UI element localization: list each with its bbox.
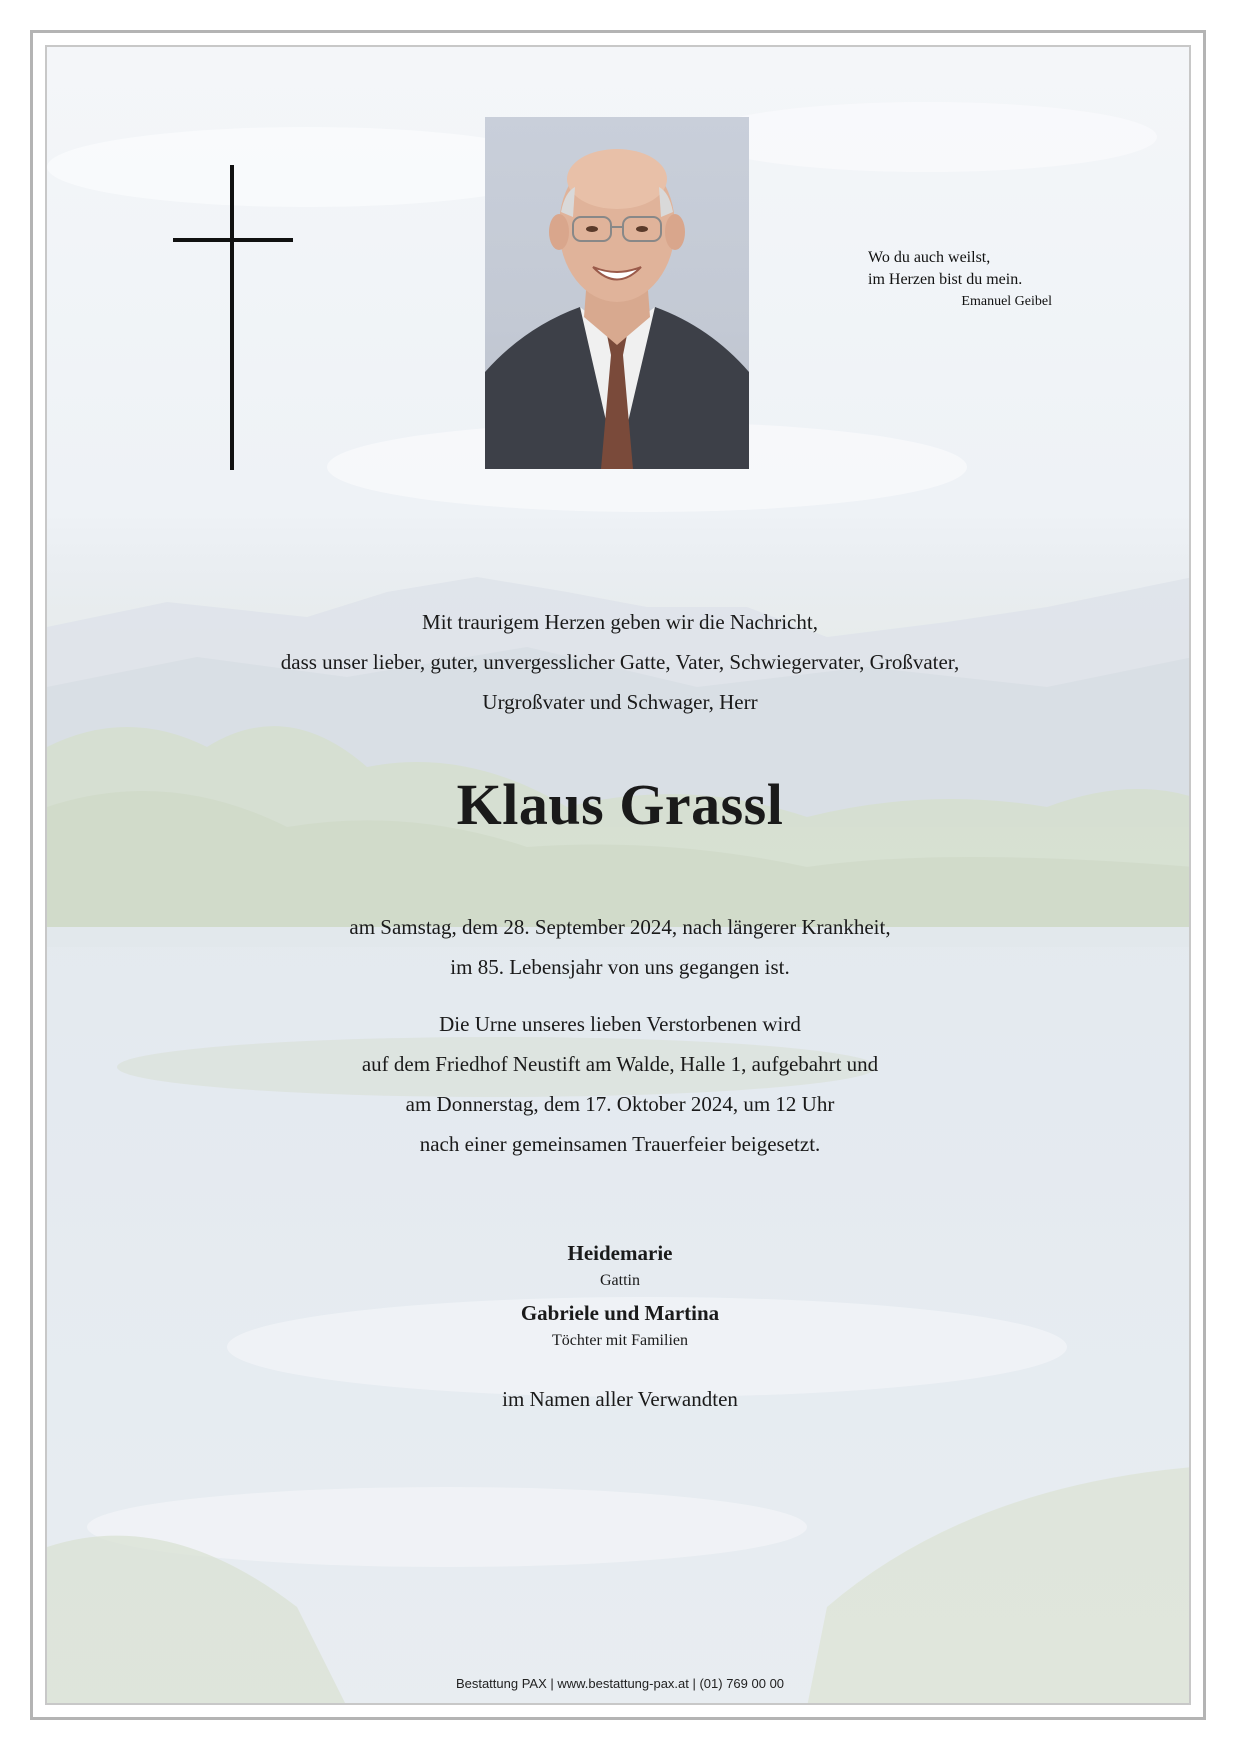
quote-line-1: Wo du auch weilst, xyxy=(868,249,991,266)
announcement-intro xyxy=(0,602,1240,722)
mourners-list xyxy=(0,1237,1240,1357)
death-line-2: im 85. Lebensjahr von uns gegangen ist. xyxy=(450,955,790,979)
mourner-role: Töchter mit Familien xyxy=(552,1332,688,1349)
urn-line-4: nach einer gemeinsamen Trauerfeier beigesetzt. xyxy=(419,1132,821,1156)
closing-line: im Namen aller Verwandten xyxy=(502,1387,738,1411)
death-line-1: am Samstag, dem 28. September 2024, nach längerer Krankheit, xyxy=(349,915,891,939)
death-notice xyxy=(0,907,1240,987)
latin-cross-icon xyxy=(173,165,293,470)
mourner-name: Heidemarie xyxy=(567,1241,673,1265)
mourner-name: Gabriele und Martina xyxy=(520,1301,720,1325)
cross-horizontal-bar xyxy=(173,238,293,242)
quote-author: Emanuel Geibel xyxy=(961,294,1052,309)
urn-line-2: auf dem Friedhof Neustift am Walde, Halle 1, aufgebahrt und xyxy=(361,1052,879,1076)
cross-vertical-bar xyxy=(230,165,234,470)
portrait-photo xyxy=(485,117,749,469)
funeral-home-footer: Bestattung PAX | www.bestattung-pax.at | (01) 769 00 00 xyxy=(455,1676,785,1691)
urn-line-3: am Donnerstag, dem 17. Oktober 2024, um 12 Uhr xyxy=(405,1092,835,1116)
intro-line-3: Urgroßvater und Schwager, Herr xyxy=(482,690,758,714)
urn-line-1: Die Urne unseres lieben Verstorbenen wird xyxy=(439,1012,801,1036)
burial-details xyxy=(0,1004,1240,1164)
mourner-role: Gattin xyxy=(600,1272,640,1289)
deceased-name: Klaus Grassl xyxy=(456,772,784,837)
intro-line-1: Mit traurigem Herzen geben wir die Nachricht, xyxy=(422,610,818,634)
quote-line-2: im Herzen bist du mein. xyxy=(868,271,1023,288)
memorial-quote xyxy=(868,247,1068,313)
intro-line-2: dass unser lieber, guter, unvergesslicher Gatte, Vater, Schwiegervater, Großvater, xyxy=(280,650,960,674)
